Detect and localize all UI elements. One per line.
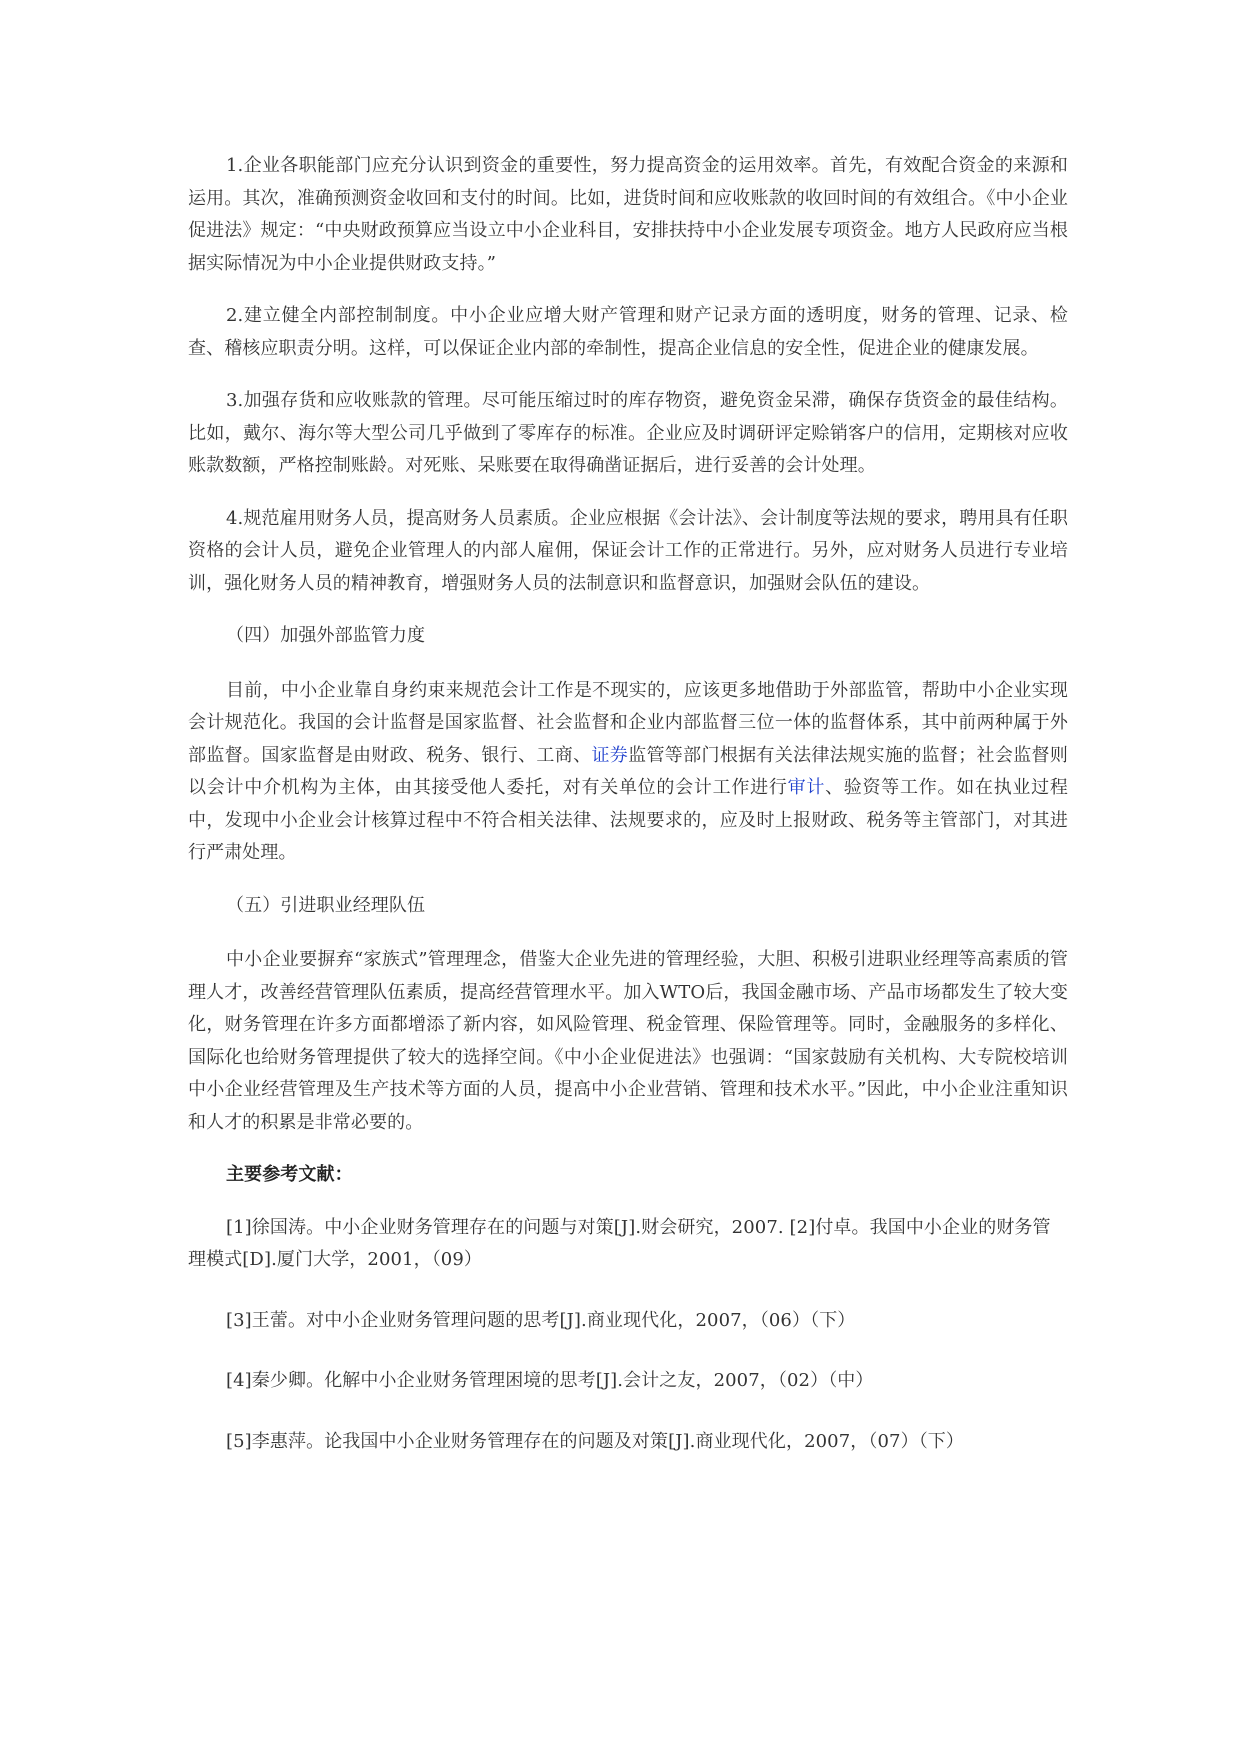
paragraph-5-text-b: 监管等部门根据有关法律法规实施的监督；社会监督则以会计中介机构为主体，由其接受他人委托，对有关单位的会计工作进行 [188, 744, 1068, 798]
references-title: 主要参考文献： [226, 1164, 353, 1185]
section-heading-5: （五）引进职业经理队伍 [226, 894, 426, 916]
reference-item: [5]李惠萍。论我国中小企业财务管理存在的问题及对策[J].商业现代化，2007，（07）（下） [226, 1430, 964, 1452]
securities-link[interactable]: 证券 [591, 744, 629, 766]
paragraph-6: 中小企业要摒弃“家族式”管理理念，借鉴大企业先进的管理经验，大胆、积极引进职业经理等高素质的管理人才，改善经营管理队伍素质，提高经营管理水平。加入WTO后，我国金融市场、产品市场都发生了较大变化，财务管理在许多方面都增添了新内容，如风险管理、税金管理、保险管理等。同时，金融服务的多样化、国际化也给财务管理提供了较大的选择空间。《中小企业促进法》也强调：“国家鼓励有关机构、大专院校培训中小企业经营管理及生产技术等方面的人员，提高中小企业营销、管理和技术水平。”因此，中小企业注重知识和人才的积累是非常必要的。 [188, 949, 1068, 1133]
paragraph-1: 1.企业各职能部门应充分认识到资金的重要性，努力提高资金的运用效率。首先，有效配合资金的来源和运用。其次，准确预测资金收回和支付的时间。比如，进货时间和应收账款的收回时间的有效组合。《中小企业促进法》规定：“中央财政预算应当设立中小企业科目，安排扶持中小企业发展专项资金。地方人民政府应当根据实际情况为中小企业提供财政支持。” [188, 155, 1068, 274]
section-heading-4: （四）加强外部监管力度 [226, 625, 426, 646]
paragraph-3: 3.加强存货和应收账款的管理。尽可能压缩过时的库存物资，避免资金呆滞，确保存货资金的最佳结构。比如，戴尔、海尔等大型公司几乎做到了零库存的标准。企业应及时调研评定赊销客户的信用，定期核对应收账款数额，严格控制账龄。对死账、呆账要在取得确凿证据后，进行妥善的会计处理。 [188, 390, 1068, 476]
paragraph-5-text-a: 目前，中小企业靠自身约束来规范会计工作是不现实的，应该更多地借助于外部监管，帮助中小企业实现会计规范化。我国的会计监督是国家监督、社会监督和企业内部监督三位一体的监督体系，其中前两种属于外部监督。国家监督是由财政、税务、银行、工商、 [188, 679, 1068, 766]
paragraph-2: 2.建立健全内部控制制度。中小企业应增大财产管理和财产记录方面的透明度，财务的管理、记录、检查、稽核应职责分明。这样，可以保证企业内部的牵制性，提高企业信息的安全性，促进企业的健康发展。 [188, 305, 1068, 359]
audit-link[interactable]: 审计 [787, 777, 826, 798]
paragraph-5-text-c: 、验资等工作。如在执业过程中，发现中小企业会计核算过程中不符合相关法律、法规要求的，应及时上报财政、税务等主管部门，对其进行严肃处理。 [188, 777, 1069, 863]
reference-item: [4]秦少卿。化解中小企业财务管理困境的思考[J].会计之友，2007，（02）（中） [226, 1370, 874, 1391]
references-list [188, 1212, 1068, 1459]
reference-item: [3]王蕾。对中小企业财务管理问题的思考[J].商业现代化，2007，（06）（下） [226, 1309, 856, 1331]
paragraph-5 [188, 675, 1068, 870]
article-body [188, 150, 1068, 1486]
reference-item: [1]徐国涛。中小企业财务管理存在的问题与对策[J].财会研究，2007. [2]付卓。我国中小企业的财务管理模式[D].厦门大学，2001，（09） [188, 1216, 1051, 1270]
paragraph-4: 4.规范雇用财务人员，提高财务人员素质。企业应根据《会计法》、会计制度等法规的要求，聘用具有任职资格的会计人员，避免企业管理人的内部人雇佣，保证会计工作的正常进行。另外，应对财务人员进行专业培训，强化财务人员的精神教育，增强财务人员的法制意识和监督意识，加强财会队伍的建设。 [188, 507, 1068, 594]
